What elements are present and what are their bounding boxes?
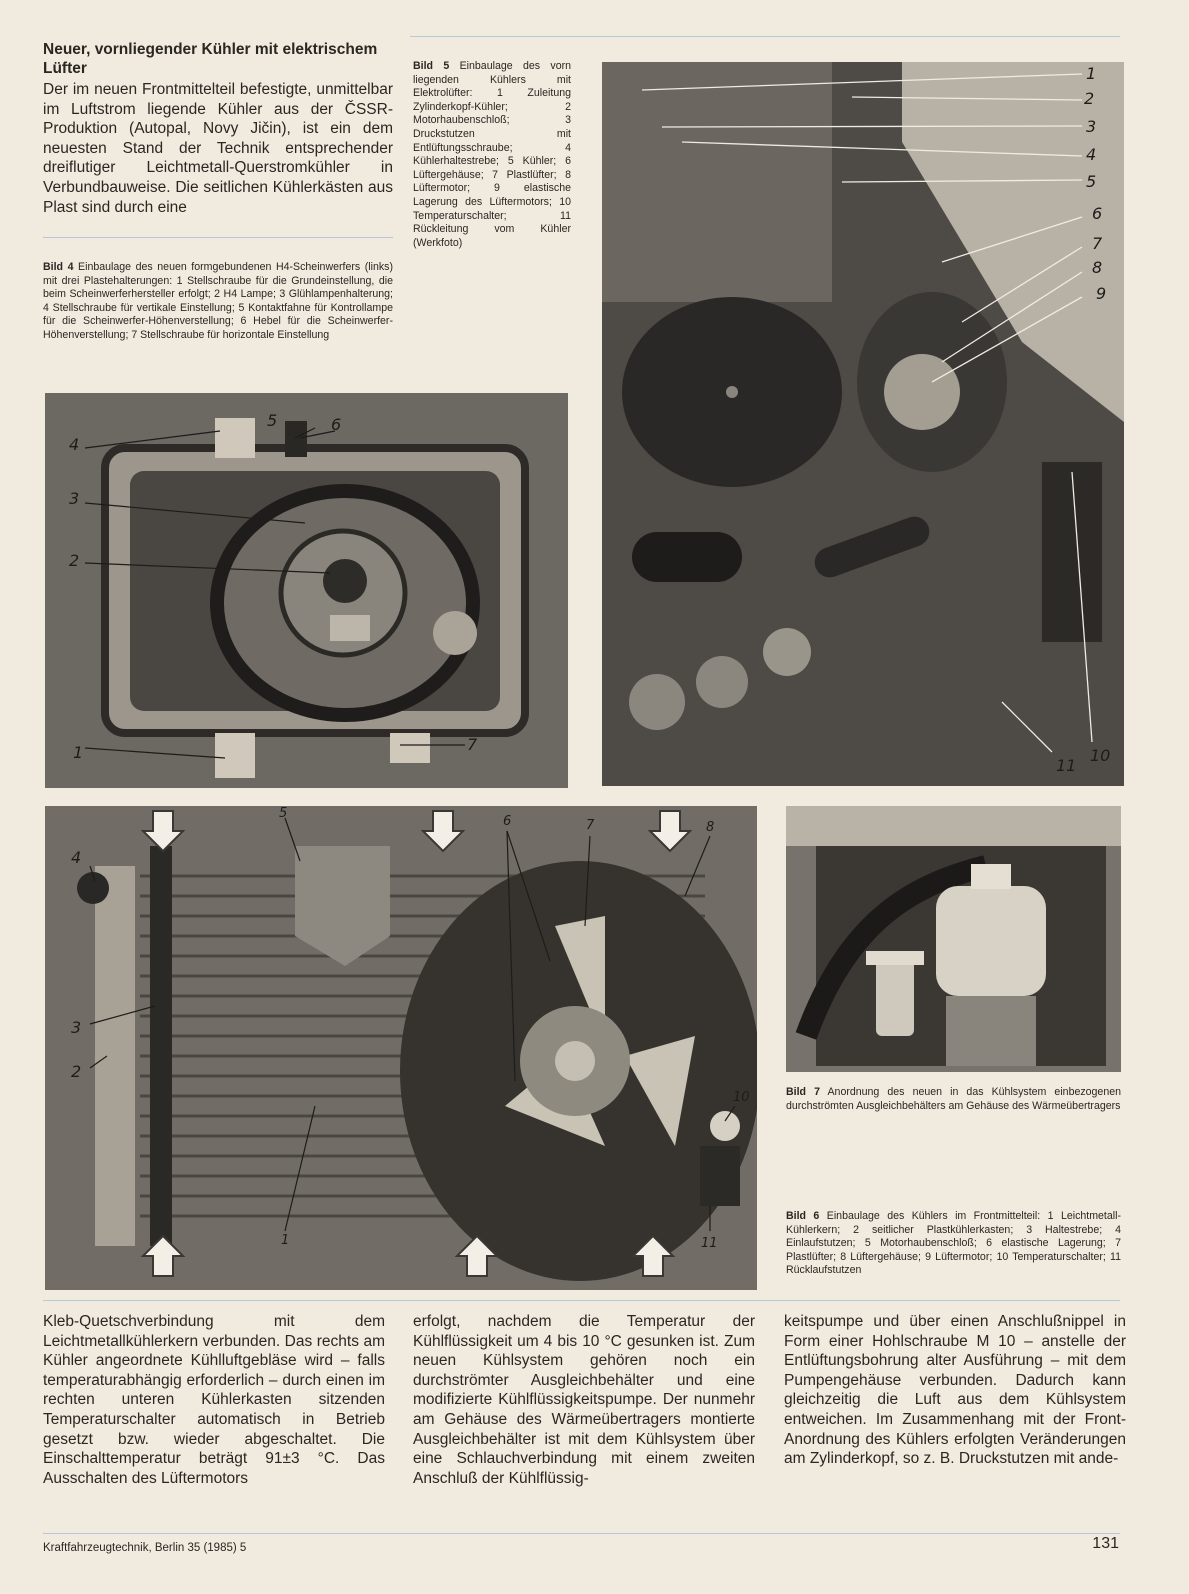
caption-bild5-label: Bild 5: [413, 60, 450, 72]
photo4-label-7: 7: [467, 735, 478, 754]
photo5-label-1: 1: [1086, 64, 1097, 83]
photo5-label-9: 9: [1096, 284, 1107, 303]
photo4-label-6: 6: [331, 415, 342, 434]
photo6-label-8: 8: [706, 820, 715, 835]
article-column-2: erfolgt, nachdem die Temperatur der Kühlflüssigkeit um 4 bis 10 °C gesunken ist. Zum neuen Kühlsystem gehören noch ein durchströmter Ausgleichbehälter und eine modifizierte Kühlflüssigkeitspumpe. Der nunmehr am Gehäuse des Wärmeübertragers montierte Ausgleichbehälter ist mit dem Kühlsystem über eine Schlauchverbindung mit einem zweiten Anschluß der Kühlflüssig-: [413, 1313, 755, 1487]
photo-bild6-radiator: [45, 806, 757, 1290]
article-column-1: Kleb-Quetschverbindung mit dem Leichtmetallkühlerkern verbunden. Das rechts am Kühler angeordnete Kühlluftgebläse wird – falls temperaturabhängig erforderlich – durch einen im rechten unteren Kühlerkasten sitzenden Temperaturschalter automatisch in Betrieb gesetzt bzw. wieder abgeschaltet. Die Einschalttemperatur beträgt 91±3 °C. Das Ausschalten des Lüftermotors: [43, 1313, 385, 1487]
caption-bild6: [786, 1210, 1121, 1278]
photo5-label-7: 7: [1092, 234, 1103, 253]
photo5-label-11: 11: [1056, 756, 1077, 775]
photo6-label-10: 10: [733, 1090, 750, 1105]
rule-above-bild4: [43, 237, 393, 238]
photo-bild7-expansion-tank: [786, 806, 1121, 1072]
photo5-label-4: 4: [1086, 145, 1097, 164]
caption-bild7-label: Bild 7: [786, 1086, 820, 1098]
photo5-label-10: 10: [1090, 746, 1111, 765]
photo6-label-3: 3: [71, 1018, 82, 1037]
photo6-label-11: 11: [701, 1236, 718, 1251]
caption-bild4-label: Bild 4: [43, 261, 74, 273]
photo-bild5-engine-bay: [602, 62, 1124, 786]
photo6-label-6: 6: [503, 814, 512, 829]
photo4-label-3: 3: [69, 489, 80, 508]
caption-bild7: [786, 1086, 1121, 1113]
photo6-label-4: 4: [71, 848, 82, 867]
photo5-label-6: 6: [1092, 204, 1103, 223]
photo5-label-8: 8: [1092, 258, 1103, 277]
caption-bild6-label: Bild 6: [786, 1210, 820, 1222]
caption-bild4-text: Einbaulage des neuen formgebundenen H4-Scheinwerfers (links) mit drei Plastehalterungen: 1 Stellschraube für die Grundeinstellung, die beim Scheinwerferhersteller erfolgt; 2 H4 Lampe; 3 Glühlampenhalterung; 4 Stellschraube für vertikale Einstellung; 5 Kontaktfahne für Kontrollampe für die Scheinwerfer-Höhenverstellung; 6 Hebel für die Scheinwerfer-Höhenverstellung; 7 Stellschraube für horizontale Einstellung: [43, 261, 393, 341]
photo6-label-1: 1: [281, 1233, 290, 1248]
article-intro: Der im neuen Frontmittelteil befestigte, unmittelbar im Luftstrom liegende Kühler aus der ČSSR-Produktion (Autopal, Novy Jičin), ist ein dem neuesten Stand der Technik entsprechender dreiflutiger Leichtmetall-Querstromkühler in Verbundbauweise. Die seitlichen Kühlerkästen aus Plast sind durch eine: [43, 81, 393, 216]
article-column-3: keitspumpe und über einen Anschlußnippel in Form einer Hohlschraube M 10 – anstelle der Entlüftungsbohrung alter Ausführung – mit dem Pumpengehäuse verbunden. Dadurch kann gleichzeitig die Luft aus dem Kühlsystem entweichen. Im Zusammenhang mit der Front-Anordnung des Kühlers erfolgten Veränderungen am Zylinderkopf, so z. B. Druckstutzen mit ande-: [784, 1313, 1126, 1468]
rule-above-lower-text: [43, 1300, 1120, 1301]
caption-bild7-text: Anordnung des neuen in das Kühlsystem einbezogenen durchströmten Ausgleichbehälters am Gehäuse des Wärmeübertragers: [786, 1086, 1121, 1112]
caption-bild5-text: Einbaulage des vorn liegenden Kühlers mit Elektrolüfter: 1 Zuleitung Zylinderkopf-Kühler; 2 Motorhaubenschloß; 3 Druckstutzen mit Entlüftungsschraube; 4 Kühlerhaltestrebe; 5 Kühler; 6 Lüftergehäuse; 7 Plastlüfter; 8 Lüftermotor; 9 elastische Lagerung des Lüftermotors; 10 Temperaturschalter; 11 Rückleitung vom Kühler (Werkfoto): [413, 60, 572, 249]
footer-journal: Kraftfahrzeugtechnik, Berlin 35 (1985) 5: [43, 1542, 247, 1554]
caption-bild6-text: Einbaulage des Kühlers im Frontmittelteil: 1 Leichtmetall-Kühlerkern; 2 seitlicher Plastkühlerkasten; 3 Haltestrebe; 4 Einlaufstutzen; 5 Motorhaubenschloß; 6 elastische Lagerung; 7 Plastlüfter; 8 Lüftergehäuse; 9 Lüftermotor; 10 Temperaturschalter; 11 Rücklaufstutzen: [786, 1210, 1121, 1277]
photo5-label-3: 3: [1086, 117, 1097, 136]
photo-bild4-headlamp: [45, 393, 568, 788]
page-number: 131: [1092, 1535, 1119, 1552]
photo4-label-1: 1: [73, 743, 84, 762]
photo4-label-5: 5: [267, 411, 278, 430]
caption-bild5: [413, 60, 571, 250]
article-heading: Neuer, vornliegender Kühler mit elektrischem Lüfter: [43, 41, 378, 77]
photo6-label-2: 2: [71, 1062, 82, 1081]
rule-above-footer: [43, 1533, 1120, 1534]
photo4-label-2: 2: [69, 551, 80, 570]
photo4-label-4: 4: [69, 435, 80, 454]
caption-bild4: [43, 261, 393, 343]
photo6-label-7: 7: [586, 818, 595, 833]
top-rule-right: [410, 36, 1120, 37]
photo6-label-5: 5: [279, 806, 288, 821]
photo5-label-2: 2: [1084, 89, 1095, 108]
photo5-label-5: 5: [1086, 172, 1097, 191]
